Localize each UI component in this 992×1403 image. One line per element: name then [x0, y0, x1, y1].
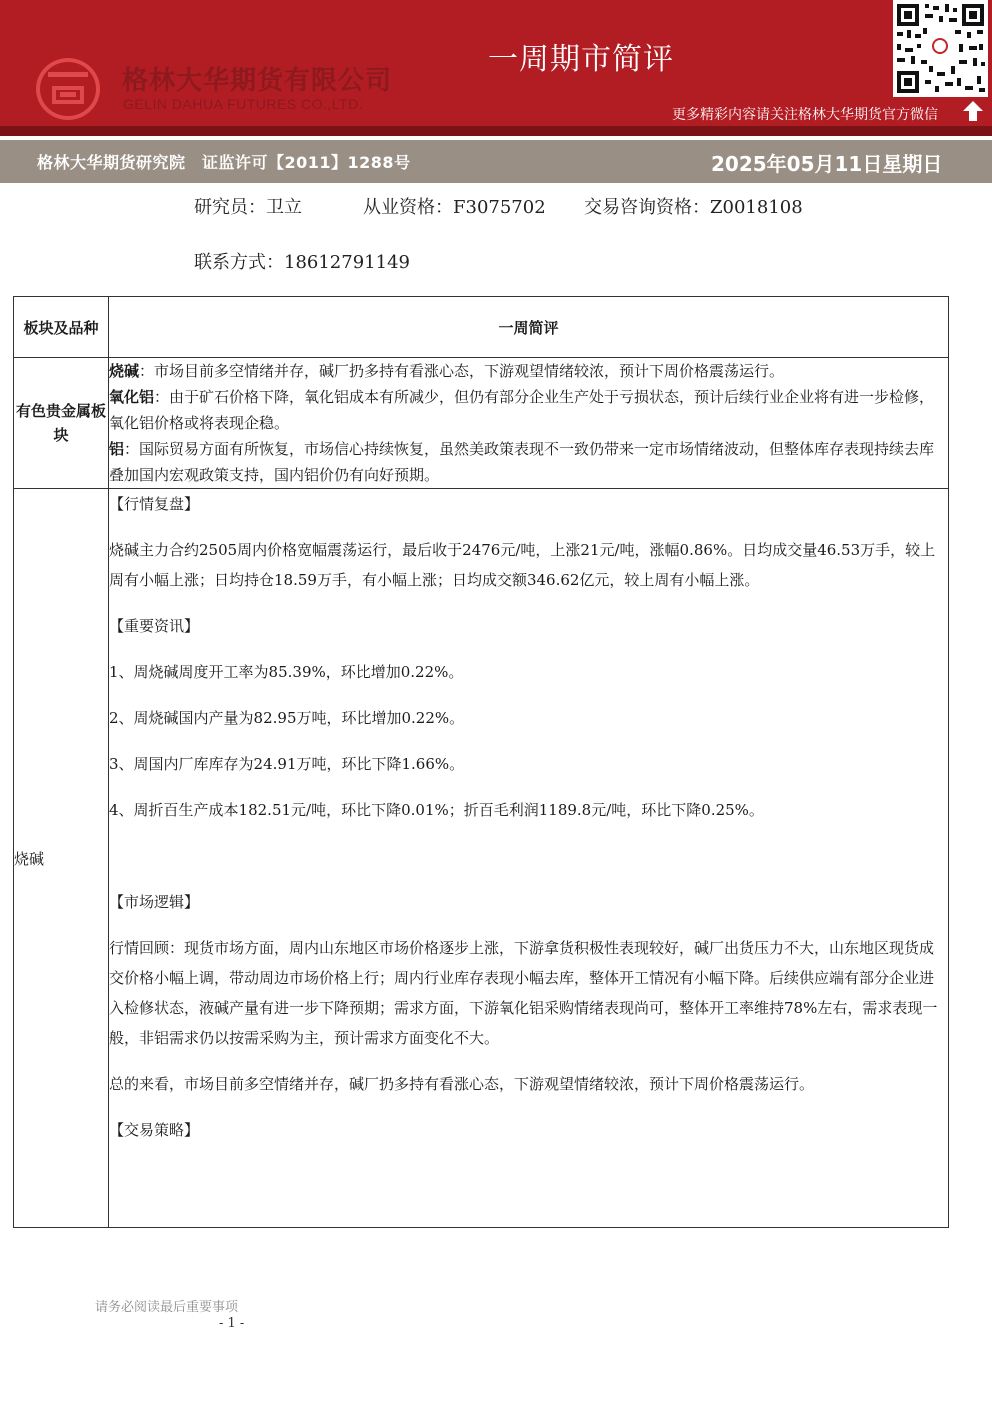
conclusion-paragraph: 总的来看，市场目前多空情绪并存，碱厂扔多持有看涨心态，下游观望情绪较浓，预计下周价格震荡运行。 [109, 1075, 815, 1093]
table-header-row [14, 297, 949, 358]
table-row [14, 489, 949, 1228]
product-review [109, 489, 949, 1228]
news-item: 3、周国内厂库库存为24.91万吨，环比下降1.66%。 [109, 755, 465, 773]
contact-info: 联系方式：18612791149 [194, 252, 410, 273]
sector-summary [109, 358, 949, 489]
practice-qualification: 从业资格：F3075702 [363, 197, 546, 218]
company-name-en: GELIN DAHUA FUTURES CO.,LTD. [123, 96, 364, 112]
company-logo-icon [36, 58, 100, 120]
logic-paragraph: 行情回顾：现货市场方面，周内山东地区市场价格逐步上涨，下游拿货积极性表现较好，碱厂出货压力不大，山东地区现货成交价格小幅上调，带动周边市场价格上行；周内行业库存表现小幅去库，整体开工情况有小幅下降。后续供应端有部分企业进入检修状态，液碱产量有进一步下降预期；需求方面，下游氧化铝采购情绪表现尚可，整体开工率维持78%左右，需求表现一般，非铝需求仍以按需采购为主，预计需求方面变化不大。 [109, 939, 938, 1047]
summary-label: 铝 [109, 440, 125, 458]
header-strip [0, 126, 992, 136]
summary-text: ：市场目前多空情绪并存，碱厂扔多持有看涨心态，下游观望情绪较浓，预计下周价格震荡运行。 [139, 362, 785, 380]
summary-item [109, 384, 948, 436]
summary-label: 氧化铝 [109, 388, 155, 406]
strategy-section-title: 【交易策略】 [109, 1121, 200, 1139]
product-name: 烧碱 [14, 489, 109, 1228]
sector-name: 有色贵金属板块 [14, 358, 109, 489]
review-table [13, 296, 949, 1228]
news-section-title: 【重要资讯】 [109, 617, 200, 635]
page-number: - 1 - [219, 1316, 245, 1331]
consult-qualification: 交易咨询资格：Z0018108 [584, 197, 803, 218]
arrow-up-icon [962, 100, 984, 122]
report-title: 一周期市简评 [488, 42, 674, 77]
news-item: 2、周烧碱国内产量为82.95万吨，环比增加0.22%。 [109, 709, 465, 727]
review-paragraph: 烧碱主力合约2505周内价格宽幅震荡运行，最后收于2476元/吨，上涨21元/吨，涨幅0.86%。日均成交量46.53万手，较上周有小幅上涨；日均持仓18.59万手，有小幅上涨；日均成交额346.62亿元，较上周有小幅上涨。 [109, 541, 936, 589]
header-review: 一周简评 [109, 297, 949, 358]
summary-text: ：由于矿石价格下降，氧化铝成本有所减少，但仍有部分企业生产处于亏损状态，预计后续行业企业将有进一步检修，氧化铝价格或将表现企稳。 [109, 388, 935, 432]
table-row [14, 358, 949, 489]
summary-item [109, 358, 948, 384]
footer-disclaimer-note: 请务必阅读最后重要事项 [95, 1300, 239, 1315]
logic-section-title: 【市场逻辑】 [109, 893, 200, 911]
report-date: 2025年05月11日星期日 [711, 152, 943, 176]
researcher-name: 研究员：卫立 [194, 197, 302, 218]
news-item: 1、周烧碱周度开工率为85.39%，环比增加0.22%。 [109, 663, 464, 681]
institute-license: 格林大华期货研究院 证监许可【2011】1288号 [37, 153, 411, 172]
follow-wechat-text: 更多精彩内容请关注格林大华期货官方微信 [672, 107, 938, 123]
qr-code-icon [893, 0, 988, 97]
company-name-cn: 格林大华期货有限公司 [122, 66, 393, 96]
header-sector: 板块及品种 [14, 297, 109, 358]
news-item: 4、周折百生产成本182.51元/吨，环比下降0.01%；折百毛利润1189.8元/吨，环比下降0.25%。 [109, 801, 764, 819]
summary-label: 烧碱 [109, 362, 140, 380]
summary-item [109, 436, 948, 488]
review-section-title: 【行情复盘】 [109, 495, 200, 513]
summary-text: ：国际贸易方面有所恢复，市场信心持续恢复，虽然美政策表现不一致仍带来一定市场情绪波动，但整体库存表现持续去库叠加国内宏观政策支持，国内铝价仍有向好预期。 [109, 440, 935, 484]
